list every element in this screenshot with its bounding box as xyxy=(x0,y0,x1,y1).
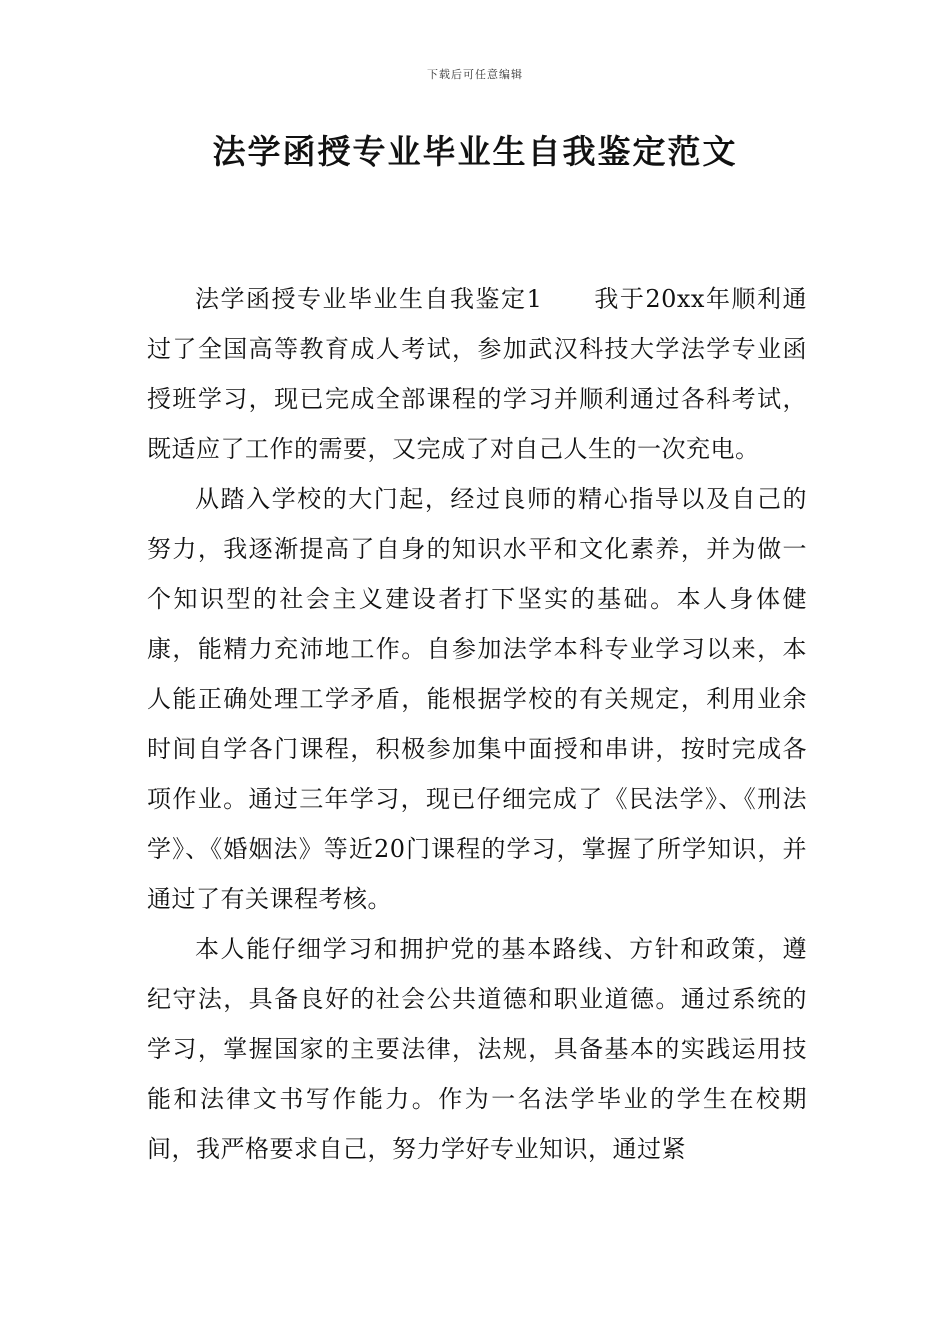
header-note: 下载后可任意编辑 xyxy=(427,68,523,81)
document-body xyxy=(147,274,807,1174)
paragraph-2: 从踏入学校的大门起，经过良师的精心指导以及自己的努力，我逐渐提高了自身的知识水平和文化素养，并为做一个知识型的社会主义建设者打下坚实的基础。本人身体健康，能精力充沛地工作。自参加法学本科专业学习以来，本人能正确处理工学矛盾，能根据学校的有关规定，利用业余时间自学各门课程，积极参加集中面授和串讲，按时完成各项作业。通过三年学习，现已仔细完成了《民法学》、《刑法学》、《婚姻法》等近20门课程的学习，掌握了所学知识，并通过了有关课程考核。 xyxy=(147,485,807,913)
page-title: 法学函授专业毕业生自我鉴定范文 xyxy=(212,132,738,171)
paragraph-3: 本人能仔细学习和拥护党的基本路线、方针和政策，遵纪守法，具备良好的社会公共道德和职业道德。通过系统的学习，掌握国家的主要法律，法规，具备基本的实践运用技能和法律文书写作能力。作为一名法学毕业的学生在校期间，我严格要求自己，努力学好专业知识，通过紧 xyxy=(147,935,807,1163)
paragraph-1: 法学函授专业毕业生自我鉴定1 我于20xx年顺利通过了全国高等教育成人考试，参加武汉科技大学法学专业函授班学习，现已完成全部课程的学习并顺利通过各科考试，既适应了工作的需要，又完成了对自己人生的一次充电。 xyxy=(147,285,807,463)
